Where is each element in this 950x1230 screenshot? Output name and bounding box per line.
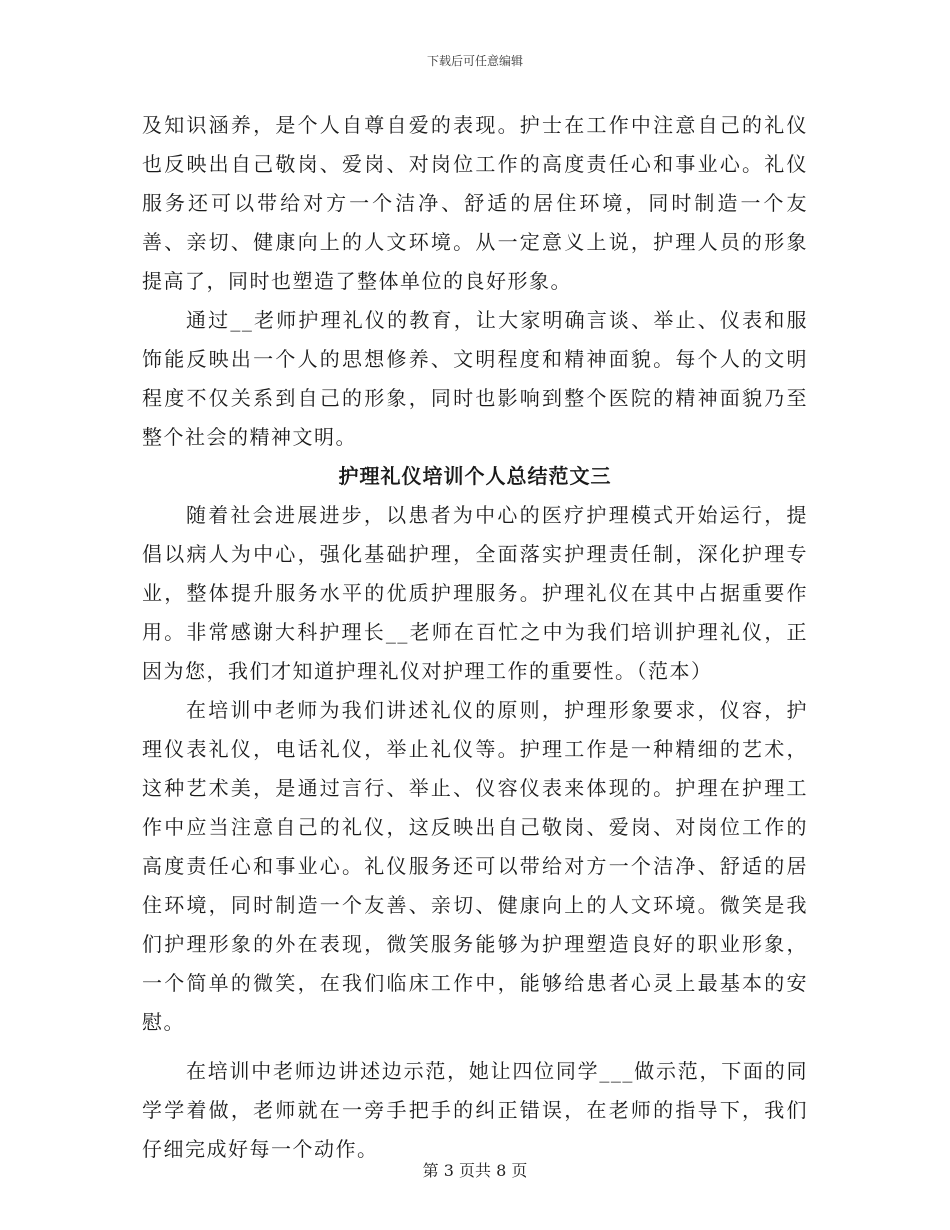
paragraph-nursing-model: 随着社会进展进步，以患者为中心的医疗护理模式开始运行，提倡以病人为中心，强化基础护理，全面落实护理责任制，深化护理专业，整体提升服务水平的优质护理服务。护理礼仪在其中占据重要作用。非常感谢大科护理长__老师在百忙之中为我们培训护理礼仪，正因为您，我们才知道护理礼仪对护理工作的重要性。（范本）	[142, 503, 808, 683]
page-header: 下载后可任意编辑	[426, 54, 523, 68]
paragraph-training-principles: 在培训中老师为我们讲述礼仪的原则，护理形象要求，仪容，护理仪表礼仪，电话礼仪，举止礼仪等。护理工作是一种精细的艺术，这种艺术美，是通过言行、举止、仪容仪表来体现的。护理在护理工作中应当注意自己的礼仪，这反映出自己敬岗、爱岗、对岗位工作的高度责任心和事业心。礼仪服务还可以带给对方一个洁净、舒适的居住环境，同时制造一个友善、亲切、健康向上的人文环境。微笑是我们护理形象的外在表现，微笑服务能够为护理塑造良好的职业形象，一个简单的微笑，在我们临床工作中，能够给患者心灵上最基本的安慰。	[142, 698, 808, 1034]
paragraph-continued: 及知识涵养，是个人自尊自爱的表现。护士在工作中注意自己的礼仪也反映出自己敬岗、爱岗、对岗位工作的高度责任心和事业心。礼仪服务还可以带给对方一个洁净、舒适的居住环境，同时制造一个友善、亲切、健康向上的人文环境。从一定意义上说，护理人员的形象提高了，同时也塑造了整体单位的良好形象。	[142, 113, 808, 293]
paragraph-gap	[142, 1042, 808, 1052]
page-footer: 第 3 页共 8 页	[422, 1161, 528, 1180]
paragraph-etiquette-education: 通过__老师护理礼仪的教育，让大家明确言谈、举止、仪表和服饰能反映出一个人的思想修养、文明程度和精神面貌。每个人的文明程度不仅关系到自己的形象，同时也影响到整个医院的精神面貌乃至整个社会的精神文明。	[142, 308, 808, 449]
section-title: 护理礼仪培训个人总结范文三	[338, 464, 612, 488]
paragraph-demonstration: 在培训中老师边讲述边示范，她让四位同学___做示范，下面的同学学着做，老师就在一旁手把手的纠正错误，在老师的指导下，我们仔细完成好每一个动作。	[142, 1059, 808, 1161]
document-body	[142, 106, 808, 1169]
